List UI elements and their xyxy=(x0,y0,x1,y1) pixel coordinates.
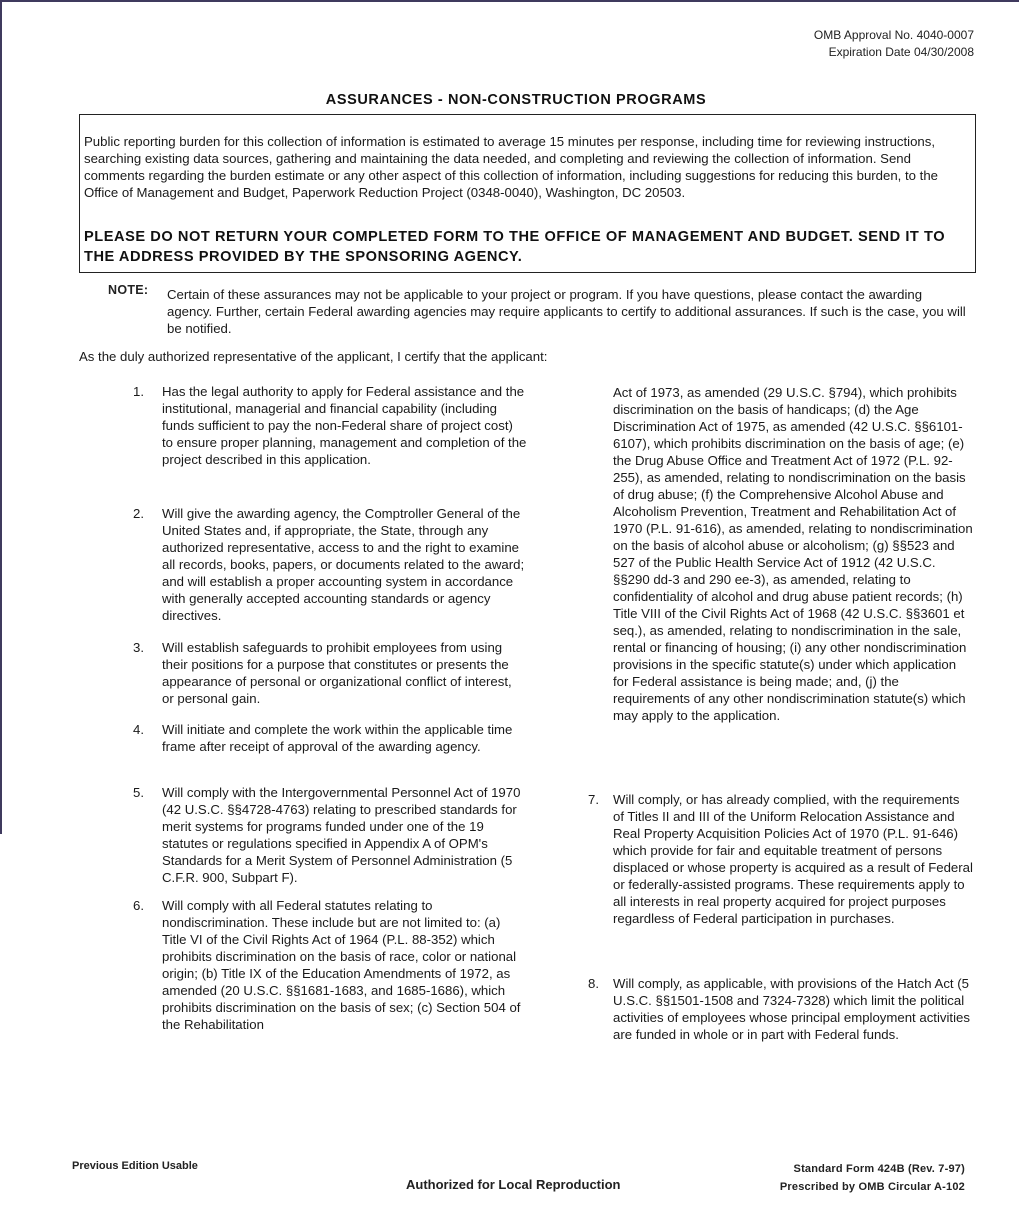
omb-approval-number: OMB Approval No. 4040-0007 xyxy=(813,28,974,42)
note-text: Certain of these assurances may not be applicable to your project or program. If you have questions, please contact the awarding agency. Further, certain Federal awarding agencies may require applicants to certify to additional assurances. If such is the case, you will be notified. xyxy=(167,287,966,336)
burden-statement: Public reporting burden for this collection of information is estimated to average 15 minutes per response, including time for reviewing instructions, searching existing data sources, gathering and maintaining the data needed, and completing and reviewing the collection of information. Send comments regarding the burden estimate or any other aspect of this collection of information, including suggestions for reducing this burden, to the Office of Management and Budget, Paperwork Reduction Project (0348-0040), Washington, DC 20503. xyxy=(84,134,939,200)
assurance-text: Will comply with all Federal statutes relating to nondiscrimination. These include but are not limited to: (a) Title VI of the Civil Rights Act of 1964 (P.L. 88-352) which prohibits discrimination on the basis of race, color or national origin; (b) Title IX of the Education Amendments of 1972, as amended (20 U.S.C. §§1681-1683, and 1685-1686), which prohibits discrimination on the basis of sex; (c) Section 504 of the Rehabilitation xyxy=(162,898,521,1032)
assurance-number: 1. xyxy=(133,384,144,399)
authorized-reproduction-note: Authorized for Local Reproduction xyxy=(406,1177,621,1192)
previous-edition-note: Previous Edition Usable xyxy=(72,1160,198,1172)
form-identifier-block xyxy=(780,1160,965,1196)
assurance-number: 8. xyxy=(588,976,599,991)
assurance-text: Will comply with the Intergovernmental Personnel Act of 1970 (42 U.S.C. §§4728-4763) relating to prescribed standards for merit systems for programs funded under one of the 19 statutes or regulations specified in Appendix A of OPM's Standards for a Merit System of Personnel Administration (5 C.F.R. 900, Subpart F). xyxy=(162,785,521,885)
certify-statement: As the duly authorized representative of the applicant, I certify that the applicant: xyxy=(79,349,548,364)
omb-approval-block xyxy=(814,27,974,61)
assurance-text: Will give the awarding agency, the Comptroller General of the United States and, if appropriate, the State, through any authorized representative, access to and the right to examine all records, books, papers, or documents related to the award; and will establish a proper accounting system in accordance with generally accepted accounting standards or agency directives. xyxy=(162,506,525,623)
assurance-text: Act of 1973, as amended (29 U.S.C. §794), which prohibits discrimination on the basis of handicaps; (d) the Age Discrimination Act of 1975, as amended (42 U.S.C. §§6101-6107), which prohibits discrimination on the basis of age; (e) the Drug Abuse Office and Treatment Act of 1972 (P.L. 92-255), as amended, relating to nondiscrimination on the basis of drug abuse; (f) the Comprehensive Alcohol Abuse and Alcoholism Prevention, Treatment and Rehabilitation Act of 1970 (P.L. 91-616), as amended, relating to nondiscrimination on the basis of alcohol abuse or alcoholism; (g) §§523 and 527 of the Public Health Service Act of 1912 (42 U.S.C. §§290 dd-3 and 290 ee-3), as amended, relating to confidentiality of alcohol and drug abuse patient records; (h) Title VIII of the Civil Rights Act of 1968 (42 U.S.C. §§3601 et seq.), as amended, relating to nondiscrimination in the sale, rental or financing of housing; (i) any other nondiscrimination provisions in the specific statute(s) under which application for Federal assistance is being made; and, (j) the requirements of any other nondiscrimination statute(s) which may apply to the application. xyxy=(613,385,973,723)
assurance-text: Has the legal authority to apply for Federal assistance and the institutional, managerial and financial capability (including funds sufficient to pay the non-Federal share of project cost) to ensure proper planning, management and completion of the project described in this application. xyxy=(162,384,527,467)
page-frame-top-border xyxy=(0,0,1019,2)
form-title: ASSURANCES - NON-CONSTRUCTION PROGRAMS xyxy=(325,92,707,108)
assurance-number: 7. xyxy=(588,792,599,807)
assurance-number: 2. xyxy=(133,506,144,521)
assurance-number: 6. xyxy=(133,898,144,913)
assurance-number: 4. xyxy=(133,722,144,737)
burden-statement-box xyxy=(79,114,976,273)
assurance-text: Will establish safeguards to prohibit employees from using their positions for a purpose that constitutes or presents the appearance of personal or organizational conflict of interest, or personal gain. xyxy=(162,640,512,706)
standard-form-number: Standard Form 424B (Rev. 7-97) xyxy=(793,1163,965,1175)
prescribed-by: Prescribed by OMB Circular A-102 xyxy=(779,1181,965,1193)
assurance-text: Will initiate and complete the work within the applicable time frame after receipt of approval of the awarding agency. xyxy=(162,722,513,754)
assurance-number: 5. xyxy=(133,785,144,800)
page-frame-left-border xyxy=(0,0,2,834)
assurance-text: Will comply, or has already complied, with the requirements of Titles II and III of the Uniform Relocation Assistance and Real Property Acquisition Policies Act of 1970 (P.L. 91-646) which provide for fair and equitable treatment of persons displaced or whose property is acquired as a result of Federal or federally-assisted programs. These requirements apply to all interests in real property acquired for project purposes regardless of Federal participation in purchases. xyxy=(613,792,973,926)
expiration-date: Expiration Date 04/30/2008 xyxy=(828,45,974,59)
assurance-text: Will comply, as applicable, with provisions of the Hatch Act (5 U.S.C. §§1501-1508 and 7324-7328) which limit the political activities of employees whose principal employment activities are funded in whole or in part with Federal funds. xyxy=(613,976,970,1042)
return-warning: PLEASE DO NOT RETURN YOUR COMPLETED FORM TO THE OFFICE OF MANAGEMENT AND BUDGET. SEND IT TO THE ADDRESS PROVIDED BY THE SPONSORING AGENCY. xyxy=(84,229,946,265)
assurance-number: 3. xyxy=(133,640,144,655)
note-label: NOTE: xyxy=(108,283,149,297)
